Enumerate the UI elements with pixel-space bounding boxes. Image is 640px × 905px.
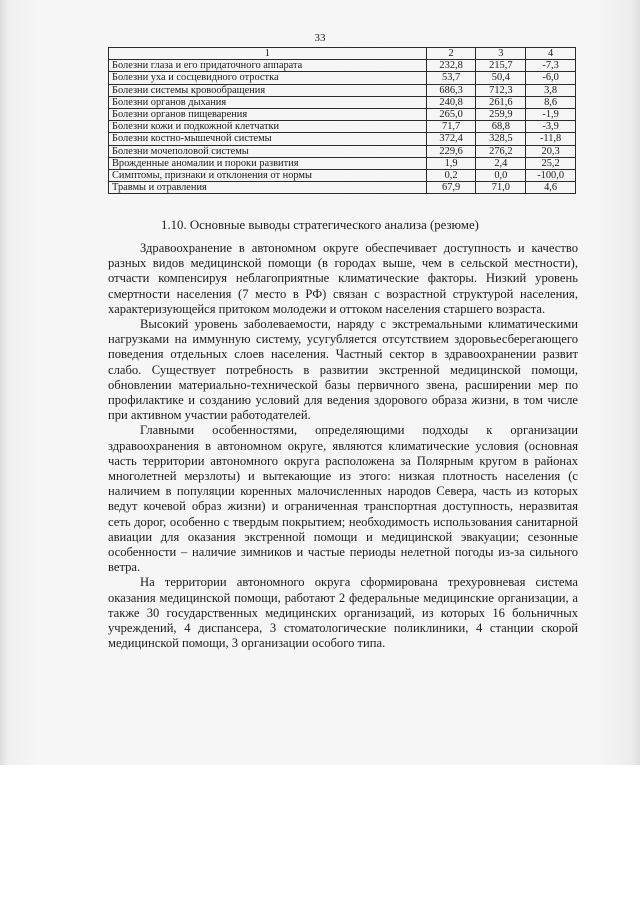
value-cell: 232,8 — [426, 60, 476, 72]
value-cell: 50,4 — [476, 72, 526, 84]
table-header-cell: 1 — [109, 48, 427, 60]
change-cell: -11,8 — [526, 133, 576, 145]
value-cell: 53,7 — [426, 72, 476, 84]
value-cell: 1,9 — [426, 157, 476, 169]
value-cell: 215,7 — [476, 60, 526, 72]
table-row — [109, 96, 576, 108]
paragraph: Высокий уровень заболеваемости, наряду с экстремальными климатическими нагрузками на иммунную систему, усугубляется отсутствием здоровьесберегающего поведения отдельных слоев населения. Частный сектор в здравоохранении развит слабо. Существует потребность в развитии экстренной медицинской помощи, обновлении материально-технической базы первичного звена, расширении мер по профилактике и созданию условий для ведения здорового образа жизни, в том числе при активном участии работодателей. — [108, 317, 578, 423]
disease-name-cell: Болезни системы кровообращения — [109, 84, 427, 96]
table-row — [109, 60, 576, 72]
value-cell: 328,5 — [476, 133, 526, 145]
value-cell: 2,4 — [476, 157, 526, 169]
change-cell: -100,0 — [526, 170, 576, 182]
value-cell: 71,0 — [476, 182, 526, 194]
change-cell: 4,6 — [526, 182, 576, 194]
value-cell: 67,9 — [426, 182, 476, 194]
change-cell: 3,8 — [526, 84, 576, 96]
table-row — [109, 133, 576, 145]
table-row — [109, 109, 576, 121]
table-row — [109, 72, 576, 84]
paragraph: На территории автономного округа сформирована трехуровневая система оказания медицинской помощи, работают 2 федеральные медицинские организации, а также 30 государственных медицинских организаций, из которых 16 больничных учреждений, 4 диспансера, 3 стоматологические поликлиники, 4 станции скорой медицинской помощи, 3 организации особого типа. — [108, 575, 578, 651]
table-row — [109, 157, 576, 169]
value-cell: 0,0 — [476, 170, 526, 182]
disease-name-cell: Болезни уха и сосцевидного отростка — [109, 72, 427, 84]
change-cell: -3,9 — [526, 121, 576, 133]
change-cell: 25,2 — [526, 157, 576, 169]
disease-name-cell: Болезни кожи и подкожной клетчатки — [109, 121, 427, 133]
value-cell: 229,6 — [426, 145, 476, 157]
value-cell: 68,8 — [476, 121, 526, 133]
change-cell: -1,9 — [526, 109, 576, 121]
table-row — [109, 170, 576, 182]
disease-name-cell: Болезни органов дыхания — [109, 96, 427, 108]
value-cell: 712,3 — [476, 84, 526, 96]
change-cell: -7,3 — [526, 60, 576, 72]
disease-name-cell: Врожденные аномалии и пороки развития — [109, 157, 427, 169]
value-cell: 686,3 — [426, 84, 476, 96]
value-cell: 276,2 — [476, 145, 526, 157]
change-cell: -6,0 — [526, 72, 576, 84]
table-header-cell: 2 — [426, 48, 476, 60]
value-cell: 265,0 — [426, 109, 476, 121]
value-cell: 259,9 — [476, 109, 526, 121]
value-cell: 71,7 — [426, 121, 476, 133]
disease-name-cell: Травмы и отравления — [109, 182, 427, 194]
table-header-row — [109, 48, 576, 60]
disease-name-cell: Симптомы, признаки и отклонения от нормы — [109, 170, 427, 182]
table-header-cell: 3 — [476, 48, 526, 60]
disease-name-cell: Болезни глаза и его придаточного аппарата — [109, 60, 427, 72]
summary-body — [108, 241, 578, 651]
value-cell: 372,4 — [426, 133, 476, 145]
table-row — [109, 84, 576, 96]
value-cell: 261,6 — [476, 96, 526, 108]
disease-name-cell: Болезни костно-мышечной системы — [109, 133, 427, 145]
table-row — [109, 145, 576, 157]
section-title: 1.10. Основные выводы стратегического анализа (резюме) — [161, 218, 479, 232]
disease-name-cell: Болезни мочеполовой системы — [109, 145, 427, 157]
morbidity-table — [108, 47, 576, 194]
value-cell: 240,8 — [426, 96, 476, 108]
table-header-cell: 4 — [526, 48, 576, 60]
value-cell: 0,2 — [426, 170, 476, 182]
change-cell: 8,6 — [526, 96, 576, 108]
paragraph: Здравоохранение в автономном округе обеспечивает доступность и качество разных видов медицинской помощи (в городах выше, чем в сельской местности), отчасти компенсируя неблагоприятные климатические факторы. Низкий уровень смертности населения (7 место в РФ) связан с возрастной структурой населения, характеризующейся притоком молодежи и оттоком населения старшего возраста. — [108, 241, 578, 316]
paragraph: Главными особенностями, определяющими подходы к организации здравоохранения в автономном округе, являются климатические условия (основная часть территории автономного округа расположена за Полярным кругом в районах многолетней мерзлоты) и вытекающие из этого: низкая плотность населения (с наличием в популяции коренных малочисленных народов Севера, часть из которых ведут кочевой образ жизни) и ограниченная транспортная доступность, неразвитая сеть дорог, особенно с твердым покрытием; необходимость использования санитарной авиации для оказания экстренной помощи и медицинской эвакуации; сезонные особенности – наличие зимников и частые периоды нелетной погоды из-за сильного ветра. — [108, 423, 578, 575]
table-row — [109, 121, 576, 133]
change-cell: 20,3 — [526, 145, 576, 157]
page-number: 33 — [314, 32, 326, 44]
table-row — [109, 182, 576, 194]
disease-name-cell: Болезни органов пищеварения — [109, 109, 427, 121]
